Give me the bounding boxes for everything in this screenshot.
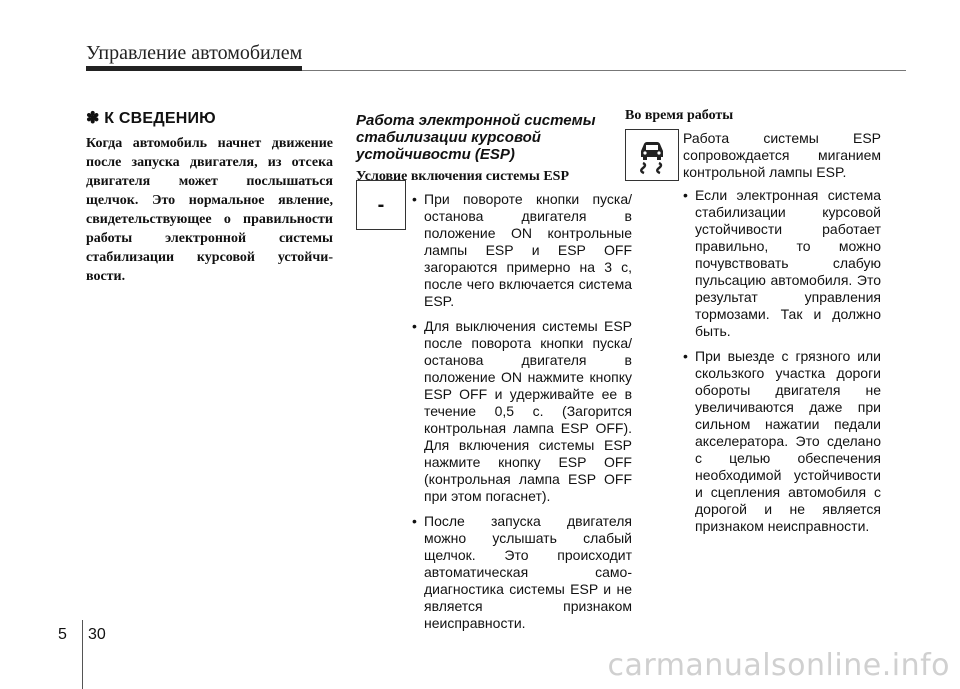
- header-accent-bar: [86, 66, 302, 71]
- esp-skid-icon: [625, 129, 679, 181]
- list-item: • При повороте кнопки пуска/останова двигателя в положение ON контрольные лампы ESP и ESP OFF загораются примерно на 3 с, после чего включается система ESP.: [412, 191, 632, 309]
- list-item: • После запуска двигателя можно услышать слабый щелчок. Это происходит автоматическая само-диагностика системы ESP и не является признаком неисправности.: [412, 513, 632, 631]
- section-subhead: Условие включения системы ESP: [356, 169, 570, 184]
- notice-block: [86, 108, 333, 286]
- section-title: Работа электронной системы стабилизации курсовой устойчивости (ESP): [356, 112, 596, 163]
- chapter-number: 5: [58, 626, 67, 643]
- list-item: • При выезде с грязного или скользкого участка дороги обороты двигателя не увеличиваются даже при сильном нажатии педали акселератора. Это сделано с целью обеспечения необходимой устойчивости и сцепления автомобиля с дорогой и не является признаком неисправности.: [683, 348, 881, 534]
- list-item: • Для выключения системы ESP после поворота кнопки пуска/останова двигателя в положение ON нажмите кнопку ESP OFF и удерживайте ее в течение 0,5 с. (Загорится контрольная лампа ESP OFF). Для включения системы ESP нажмите кнопку ESP OFF (контрольная лампа ESP OFF при этом погаснет).: [412, 318, 632, 504]
- notice-title: ✽ К СВЕДЕНИЮ: [86, 110, 216, 127]
- operation-intro: Работа системы ESP сопровождается миганием контрольной лампы ESP.: [683, 130, 881, 180]
- page-header-title: Управление автомобилем: [86, 42, 303, 64]
- esp-off-indicator-icon: -: [356, 180, 406, 230]
- page-number-divider: [82, 620, 83, 689]
- list-item: • Если электронная система стабилизации курсовой устойчивости работает правильно, то можно почувствовать слабую пульсацию автомобиля. Это результат управления тормозами. Так и должно быть.: [683, 187, 881, 339]
- page-number: 30: [88, 626, 106, 643]
- activation-list: [412, 191, 632, 632]
- watermark: carmanualsonline.info: [607, 648, 950, 683]
- notice-text: Когда автомобиль начнет движение после запуска двигателя, из отсека двигателя может послышаться щелчок. Это нормальное явление, свидетельствующее о правильности работы электронной системы стабилизации курсовой устойчи-вости.: [86, 136, 333, 284]
- operation-title: Во время работы: [625, 108, 734, 123]
- operation-list: [625, 187, 881, 535]
